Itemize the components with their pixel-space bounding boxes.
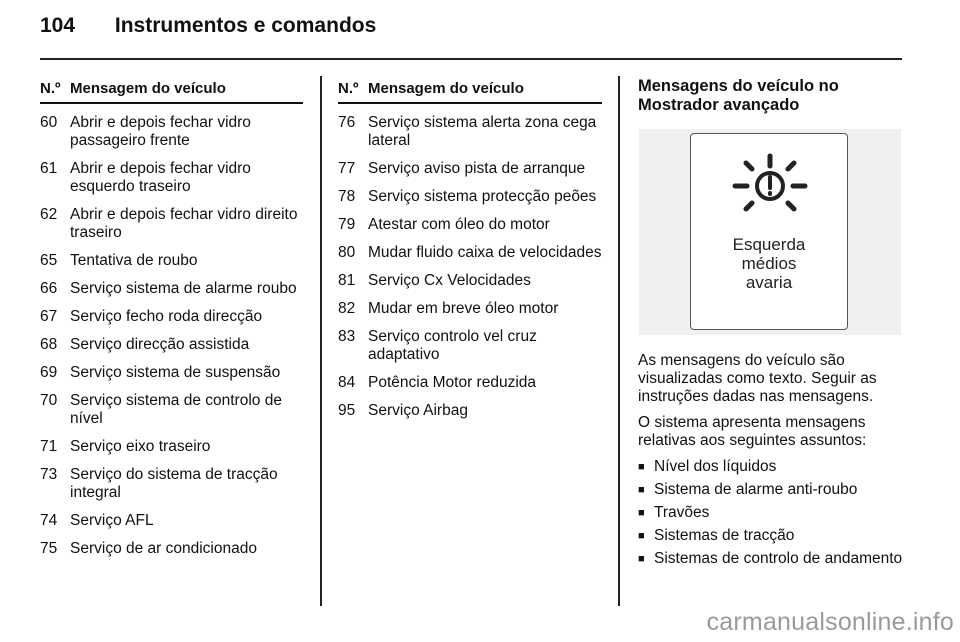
display-line-3: avaria	[745, 273, 793, 292]
message-text: Abrir e depois fechar vidro passageiro frente	[70, 114, 251, 149]
message-text: Abrir e depois fechar vidro direito traseiro	[70, 206, 298, 241]
message-table-1	[40, 80, 303, 568]
message-text: Potência Motor reduzida	[368, 374, 537, 391]
message-number: 76	[338, 114, 356, 131]
table-row	[338, 402, 602, 420]
message-number: 65	[40, 252, 58, 269]
message-text: Serviço sistema de controlo de nível	[70, 392, 282, 427]
message-text: Serviço controlo vel cruz adaptativo	[368, 328, 537, 363]
table-row	[338, 272, 602, 290]
table-row	[40, 252, 303, 270]
message-text: Tentativa de roubo	[70, 252, 198, 269]
message-number: 61	[40, 160, 58, 177]
description-text	[638, 352, 906, 573]
column-divider-2	[618, 76, 620, 606]
list-item-text: Travões	[654, 504, 710, 521]
list-item	[638, 550, 906, 568]
table-row	[338, 188, 602, 206]
watermark: carmanualsonline.info	[706, 608, 954, 636]
message-number: 67	[40, 308, 58, 325]
message-text: Serviço aviso pista de arranque	[368, 160, 586, 177]
message-number: 74	[40, 512, 58, 529]
header-text: Mensagem do veículo	[368, 80, 524, 97]
message-number: 80	[338, 244, 356, 261]
message-number: 82	[338, 300, 356, 317]
page-number: 104	[40, 14, 76, 37]
description-paragraph: As mensagens do veículo são visualizadas como texto. Seguir as instruções dadas nas mensagens.	[638, 352, 877, 405]
table-header	[40, 80, 303, 104]
message-text: Serviço de ar condicionado	[70, 540, 257, 557]
message-text: Mudar em breve óleo motor	[368, 300, 559, 317]
header-num: N.º	[40, 80, 61, 97]
table-row	[40, 160, 303, 196]
message-number: 68	[40, 336, 58, 353]
display-panel	[690, 133, 848, 330]
list-item	[638, 527, 906, 545]
table-row	[40, 364, 303, 382]
message-text: Serviço sistema de suspensão	[70, 364, 281, 381]
table-row	[338, 244, 602, 262]
display-line-2: médios	[741, 254, 797, 273]
table-row	[40, 392, 303, 428]
list-item	[638, 504, 906, 522]
message-text: Atestar com óleo do motor	[368, 216, 550, 233]
header-text: Mensagem do veículo	[70, 80, 226, 97]
list-item-text: Sistema de alarme anti-roubo	[654, 481, 858, 498]
message-text: Abrir e depois fechar vidro esquerdo traseiro	[70, 160, 251, 195]
table-row	[40, 540, 303, 558]
message-number: 84	[338, 374, 356, 391]
page-title: Instrumentos e comandos	[114, 14, 377, 37]
list-item-text: Sistemas de controlo de andamento	[654, 550, 903, 567]
topic-list	[638, 458, 906, 568]
message-text: Serviço direcção assistida	[70, 336, 250, 353]
message-number: 66	[40, 280, 58, 297]
bulb-warning-icon	[732, 150, 808, 222]
topics-intro: O sistema apresenta mensagens relativas aos seguintes assuntos:	[638, 414, 867, 449]
table-row	[40, 438, 303, 456]
header-num: N.º	[338, 80, 359, 97]
table-row	[338, 328, 602, 364]
message-text: Serviço sistema de alarme roubo	[70, 280, 297, 297]
message-number: 62	[40, 206, 58, 223]
message-number: 73	[40, 466, 58, 483]
message-text: Serviço Airbag	[368, 402, 468, 419]
table-rows	[338, 104, 602, 420]
table-row	[338, 300, 602, 318]
message-number: 95	[338, 402, 356, 419]
message-text: Serviço eixo traseiro	[70, 438, 211, 455]
message-number: 71	[40, 438, 58, 455]
table-row	[40, 206, 303, 242]
bullet-square-icon: ■	[638, 530, 645, 542]
message-text: Serviço AFL	[70, 512, 154, 529]
table-header	[338, 80, 602, 104]
table-row	[40, 466, 303, 502]
message-number: 60	[40, 114, 58, 131]
message-text: Serviço do sistema de tracção integral	[70, 466, 278, 501]
message-text: Serviço Cx Velocidades	[368, 272, 531, 289]
message-text: Serviço sistema alerta zona cega lateral	[368, 114, 597, 149]
table-rows	[40, 104, 303, 558]
message-text: Serviço sistema protecção peões	[368, 188, 597, 205]
table-row	[338, 160, 602, 178]
display-line-1: Esquerda	[732, 235, 806, 254]
message-text: Serviço fecho roda direcção	[70, 308, 263, 325]
column-divider-1	[320, 76, 322, 606]
section-title-line-1: Mensagens do veículo no	[638, 77, 839, 95]
message-number: 79	[338, 216, 356, 233]
message-number: 70	[40, 392, 58, 409]
bullet-square-icon: ■	[638, 507, 645, 519]
advanced-display-section	[638, 77, 906, 115]
message-number: 77	[338, 160, 356, 177]
message-text: Mudar fluido caixa de velocidades	[368, 244, 602, 261]
table-row	[338, 374, 602, 392]
message-number: 83	[338, 328, 356, 345]
section-title	[638, 77, 906, 115]
table-row	[40, 280, 303, 298]
table-row	[40, 512, 303, 530]
display-message	[691, 235, 847, 292]
page-header	[40, 14, 376, 38]
table-row	[40, 308, 303, 326]
message-number: 78	[338, 188, 356, 205]
list-item	[638, 458, 906, 476]
section-title-line-2: Mostrador avançado	[638, 96, 800, 114]
bullet-square-icon: ■	[638, 461, 645, 473]
list-item-text: Nível dos líquidos	[654, 458, 777, 475]
message-number: 81	[338, 272, 356, 289]
display-illustration	[639, 129, 901, 335]
header-rule	[40, 58, 902, 60]
table-row	[40, 336, 303, 354]
table-row	[338, 114, 602, 150]
table-row	[40, 114, 303, 150]
table-row	[338, 216, 602, 234]
message-number: 69	[40, 364, 58, 381]
message-number: 75	[40, 540, 58, 557]
message-table-2	[338, 80, 602, 430]
bullet-square-icon: ■	[638, 484, 645, 496]
list-item	[638, 481, 906, 499]
bullet-square-icon: ■	[638, 553, 645, 565]
list-item-text: Sistemas de tracção	[654, 527, 795, 544]
